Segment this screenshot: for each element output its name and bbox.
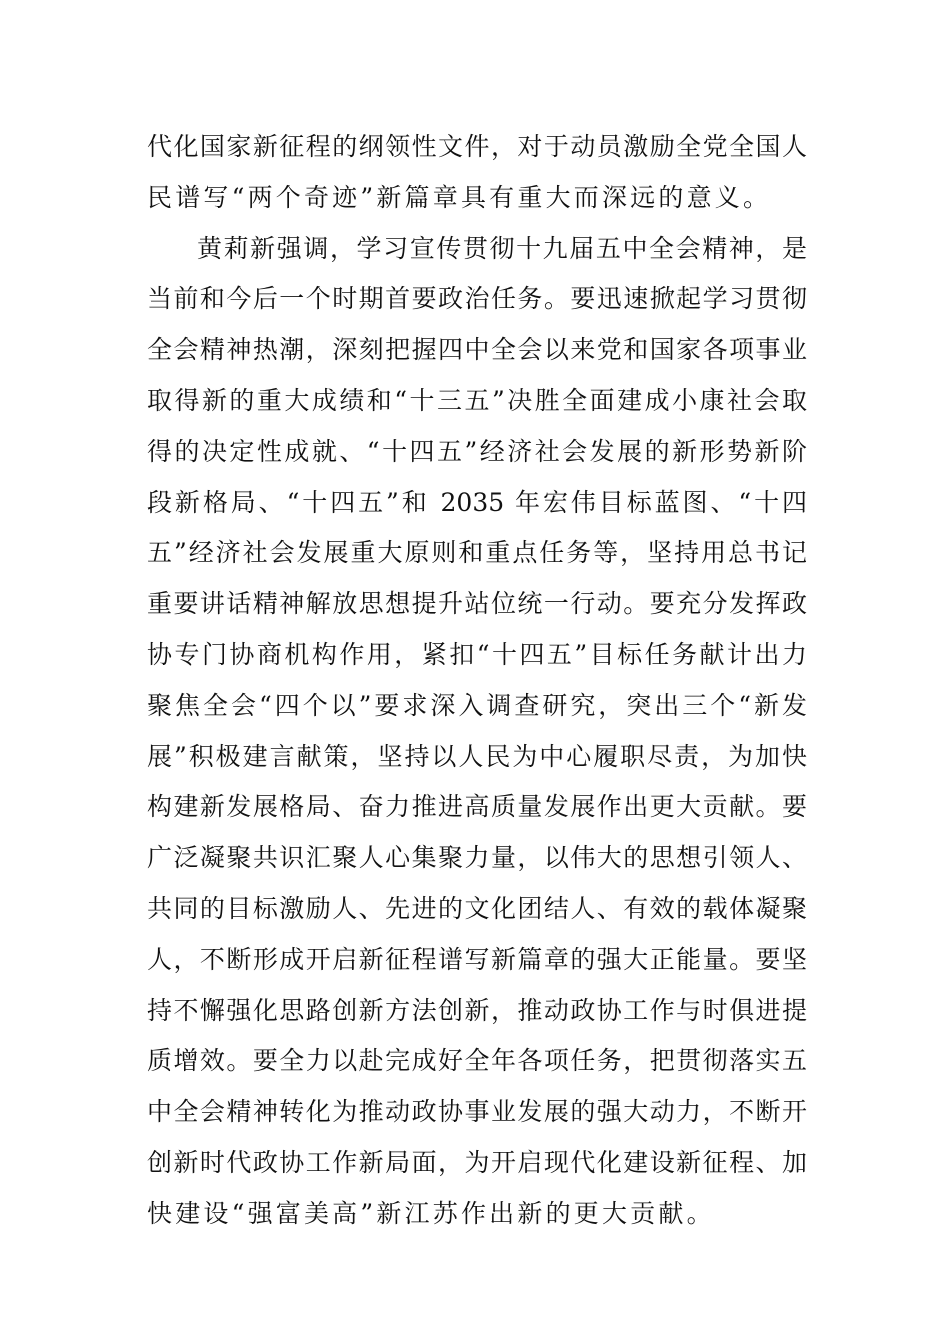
text-line: 代化国家新征程的纲领性文件，对于动员激励全党全国人: [147, 132, 807, 161]
text-line: 重要讲话精神解放思想提升站位统一行动。要充分发挥政: [147, 589, 807, 619]
paragraph-1: [147, 122, 807, 224]
paragraph-2: [147, 224, 807, 1240]
text-line: 人，不断形成开启新征程谱写新篇章的强大正能量。要坚: [147, 944, 807, 974]
text-line: 质增效。要全力以赴完成好全年各项任务，把贯彻落实五: [147, 1046, 807, 1076]
text-line: 聚焦全会“四个以”要求深入调查研究，突出三个“新发: [147, 690, 807, 720]
text-line: 民谱写“两个奇迹”新篇章具有重大而深远的意义。: [147, 182, 772, 212]
text-line: 当前和今后一个时期首要政治任务。要迅速掀起学习贯彻: [147, 284, 807, 314]
text-line: 黄莉新强调，学习宣传贯彻十九届五中全会精神，是: [197, 233, 807, 263]
text-line: 广泛凝聚共识汇聚人心集聚力量，以伟大的思想引领人、: [147, 843, 807, 873]
text-line: 创新时代政协工作新局面，为开启现代化建设新征程、加: [147, 1147, 807, 1177]
text-line: 协专门协商机构作用，紧扣“十四五”目标任务献计出力: [147, 639, 807, 669]
text-line: 中全会精神转化为推动政协事业发展的强大动力，不断开: [147, 1097, 807, 1127]
text-line: 得的决定性成就、“十四五”经济社会发展的新形势新阶: [147, 436, 807, 466]
text-line: 段新格局、“十四五”和 2035 年宏伟目标蓝图、“十四: [147, 487, 807, 517]
text-line: 取得新的重大成绩和“十三五”决胜全面建成小康社会取: [147, 385, 807, 415]
body-text: [147, 122, 807, 1240]
text-line: 全会精神热潮，深刻把握四中全会以来党和国家各项事业: [147, 335, 807, 365]
text-line: 快建设“强富美高”新江苏作出新的更大贡献。: [147, 1198, 715, 1228]
text-line: 展”积极建言献策，坚持以人民为中心履职尽责，为加快: [147, 741, 807, 771]
text-line: 五”经济社会发展重大原则和重点任务等，坚持用总书记: [147, 538, 807, 568]
text-line: 构建新发展格局、奋力推进高质量发展作出更大贡献。要: [147, 792, 807, 822]
text-line: 共同的目标激励人、先进的文化团结人、有效的载体凝聚: [147, 893, 807, 923]
text-line: 持不懈强化思路创新方法创新，推动政协工作与时俱进提: [147, 995, 807, 1025]
